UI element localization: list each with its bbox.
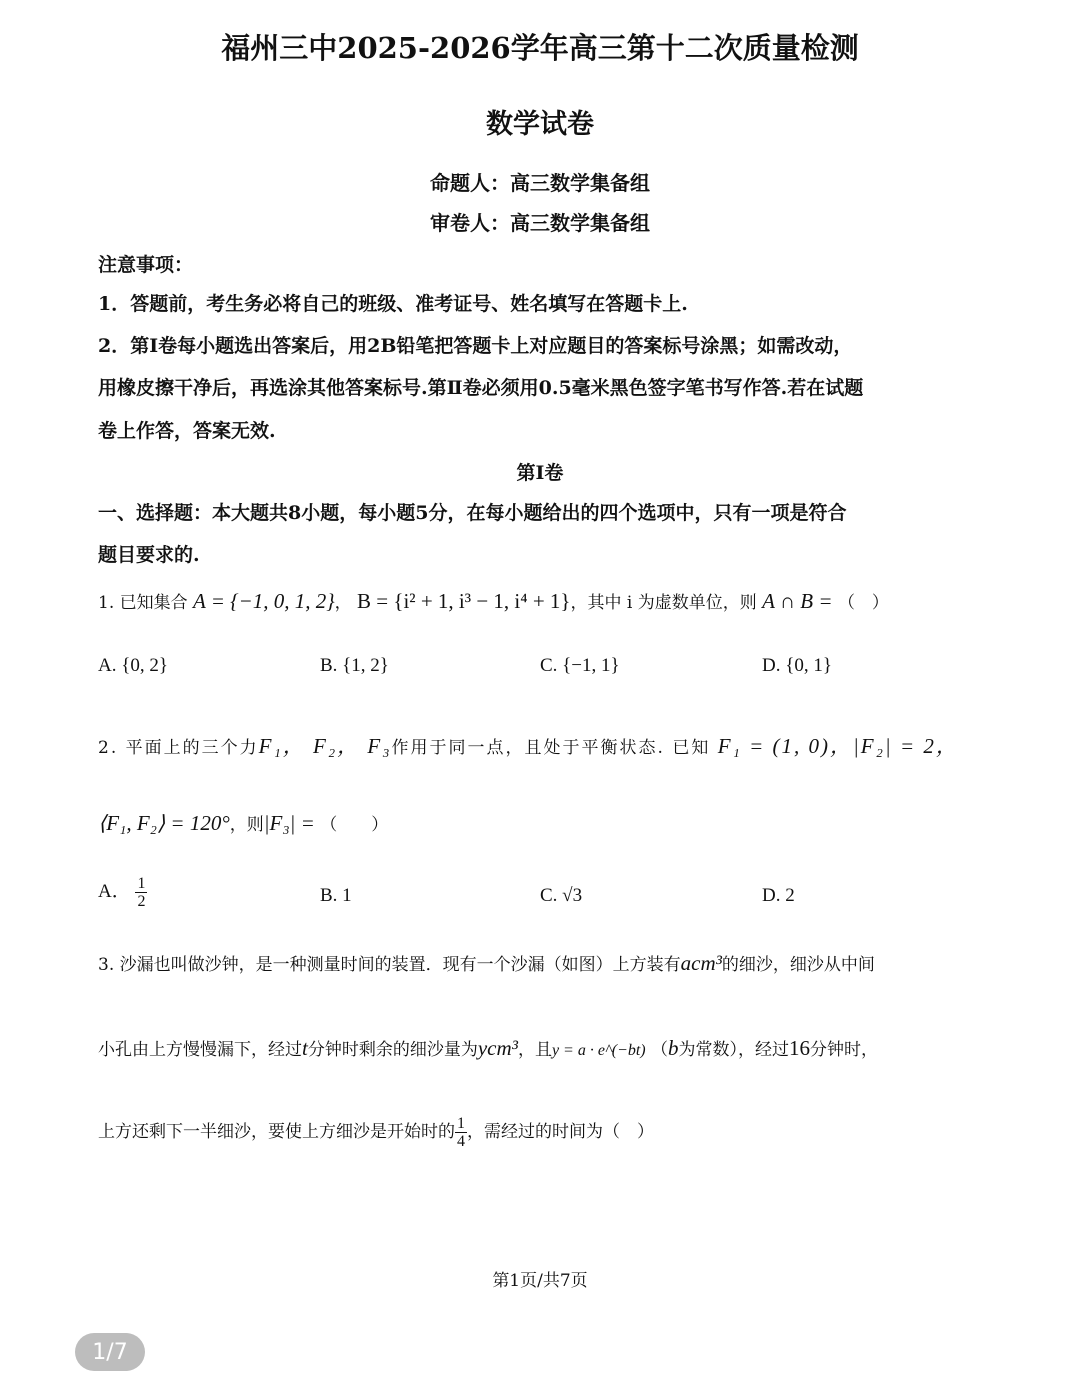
question-3: 3. 沙漏也叫做沙钟，是一种测量时间的装置．现有一个沙漏（如图）上方装有acm³的细沙，细沙从中间 — [98, 951, 875, 975]
q1-option-b: B. {1, 2} — [320, 655, 389, 676]
notes-line: 用橡皮擦干净后，再选涂其他答案标号.第Ⅱ卷必须用0.5毫米黑色签字笔书写作答.若在试题 — [98, 377, 864, 399]
question-3-cont: 小孔由上方慢慢漏下，经过t分钟时剩余的细沙量为ycm³，且y = a · e^(−bt) （b为常数），经过16分钟时， — [98, 1036, 879, 1060]
question-2-cont: ⟨F₁, F₂⟩ = 120°，则|F₃| = （ ） — [98, 811, 389, 835]
author-line: 命题人：高三数学集备组 — [430, 171, 650, 195]
notes-line: 2．第Ⅰ卷每小题选出答案后，用2B铅笔把答题卡上对应题目的答案标号涂黑；如需改动， — [98, 335, 853, 357]
q2-option-d: D. 2 — [762, 885, 795, 906]
notes-line: 1．答题前，考生务必将自己的班级、准考证号、姓名填写在答题卡上. — [98, 293, 688, 315]
page-indicator: 1/7 — [75, 1333, 145, 1371]
q2-option-c: C. √3 — [540, 885, 583, 906]
part-heading: 第Ⅰ卷 — [516, 462, 564, 484]
exam-subtitle: 数学试卷 — [486, 109, 594, 140]
q1-option-a: A. {0, 2} — [98, 655, 168, 676]
q2-option-b: B. 1 — [320, 885, 352, 906]
notes-line: 卷上作答，答案无效. — [98, 420, 276, 442]
reviewer-line: 审卷人：高三数学集备组 — [430, 211, 650, 235]
q1-option-d: D. {0, 1} — [762, 655, 832, 676]
q2-option-a: A． $\frac{1}{2}$ — [98, 875, 146, 910]
notes-heading: 注意事项： — [98, 254, 194, 276]
question-3-cont: 上方还剩下一半细沙，要使上方细沙是开始时的 $\frac{1}{4}$ ，需经过的时间为（ ） — [98, 1115, 654, 1150]
question-2: 2. 平面上的三个力F₁， F₂， F₃作用于同一点，且处于平衡状态. 已知 F₁ = (1, 0)，|F₂| = 2， — [98, 734, 959, 758]
q1-option-c: C. {−1, 1} — [540, 655, 620, 676]
section-heading: 题目要求的. — [98, 544, 200, 566]
question-1: 1. 已知集合 A = {−1, 0, 1, 2}， B = {i² + 1, i³ − 1, i⁴ + 1}，其中 i 为虚数单位，则 A ∩ B = （ ） — [98, 589, 889, 613]
section-heading: 一、选择题：本大题共8小题，每小题5分，在每小题给出的四个选项中，只有一项是符合 — [98, 502, 847, 524]
exam-title: 福州三中2025-2026学年高三第十二次质量检测 — [221, 31, 859, 65]
page-footer: 第1页/共7页 — [492, 1271, 588, 1291]
